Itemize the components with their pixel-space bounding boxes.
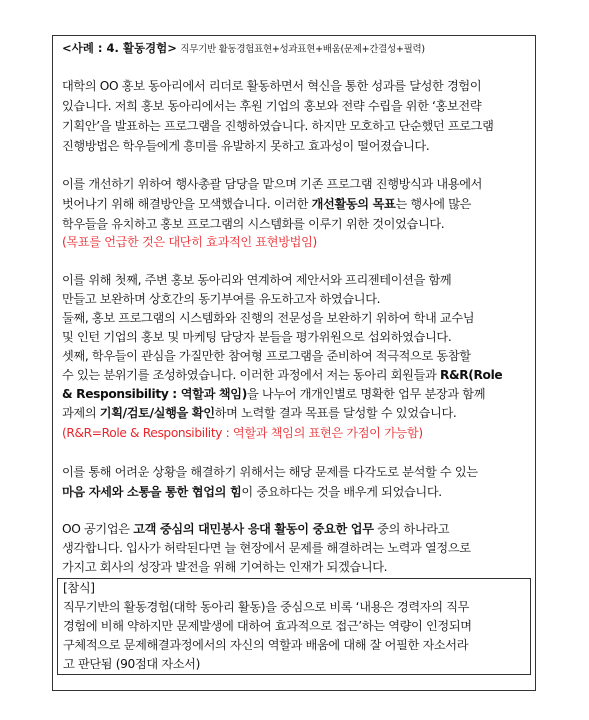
para3-text: 을 나누어 개개인별로 명확한 업무 분장과 함께 — [246, 387, 486, 401]
para4-line — [62, 484, 442, 500]
reference-label: [참식] — [63, 581, 95, 595]
case-title: <사례 : 4. 활동경험> — [62, 41, 177, 55]
para3-text: 하며 노력할 결과 목표를 달성할 수 있었습니다. — [214, 406, 457, 420]
para4-emphasis: 마음 자세와 소통을 통한 협업의 힘 — [62, 485, 242, 499]
para2-text: 는 행사에 많은 — [395, 197, 472, 211]
para2-line: 학우들을 유치하고 홍보 프로그램의 시스템화를 이루기 위한 것이었습니다. — [62, 217, 445, 231]
para1-line: 진행방법은 학우들에게 흥미를 유발하지 못하고 효과성이 떨어졌습니다. — [62, 139, 430, 153]
reference-line: 고 판단됨 (90점대 자소서) — [63, 657, 200, 671]
case-subtitle: 직무기반 활동경험표현+성과표현+배움(문제+간결성+필력) — [180, 44, 425, 55]
para4-line: 이를 통해 어려운 상황을 해결하기 위해서는 해당 문제를 다각도로 분석할 수 있는 — [62, 465, 478, 479]
para3-line: 및 인턴 기업의 홍보 및 마케팅 담당자 분들을 평가위원으로 섭외하였습니다. — [62, 330, 452, 344]
para2-emphasis: 개선활동의 목표 — [311, 197, 396, 211]
para1-line: 있습니다. 저희 홍보 동아리에서는 후원 기업의 홍보와 전략 수립을 위한 ‘홍보전략 — [62, 99, 482, 113]
para3-emphasis: & Responsibility : 역할과 책임) — [62, 387, 247, 401]
para3-emphasis: 기획/검토/실행을 확인 — [99, 406, 215, 420]
reference-line: 구체적으로 문제해결과정에서의 자신의 역할과 배움에 대해 잘 어필한 자소서라 — [63, 638, 469, 652]
para1-line: 기획안’을 발표하는 프로그램을 진행하였습니다. 하지만 모호하고 단순했던 프로그램 — [62, 119, 494, 133]
para2-line: 이를 개선하기 위하여 행사총괄 담당을 맡으며 기존 프로그램 진행방식과 내용에서 — [62, 177, 483, 191]
para3-comment: (R&R=Role & Responsibility : 역할과 책임의 표현은 가점이 가능함) — [62, 426, 423, 440]
para4-text: 이 중요하다는 것을 배우게 되었습니다. — [241, 485, 442, 499]
reference-box — [57, 578, 531, 675]
para2-comment: (목표를 언급한 것은 대단히 효과적인 표현방법임) — [62, 235, 317, 249]
para3-line — [62, 386, 485, 402]
para3-line: 둘째, 홍보 프로그램의 시스템화와 진행의 전문성을 보완하기 위하여 학내 교수님 — [62, 311, 475, 325]
para5-line: 생각합니다. 입사가 허락된다면 늘 현장에서 문제를 해결하려는 노력과 열정으로 — [62, 541, 471, 555]
para5-emphasis: 고객 중심의 대민봉사 응대 활동이 중요한 업무 — [133, 522, 374, 536]
para5-line — [62, 521, 449, 537]
reference-line: 경험에 비해 약하지만 문제발생에 대하여 효과적으로 접근’하는 역량이 인정되며 — [63, 619, 472, 633]
para2-text: 벗어나기 위해 해결방안을 모색했습니다. 이러한 — [62, 197, 312, 211]
para3-line: 만들고 보완하며 상호간의 동기부여를 유도하고자 하였습니다. — [62, 292, 381, 306]
para3-line — [62, 405, 456, 421]
para5-line: 가지고 회사의 성장과 발전을 위해 기여하는 인재가 되겠습니다. — [62, 560, 388, 574]
para3-line: 이를 위해 첫째, 주변 홍보 동아리와 연계하여 제안서와 프리젠테이션을 함께 — [62, 273, 452, 287]
para2-line — [62, 196, 471, 212]
para3-text: 수 있는 분위기를 조성하였습니다. 이러한 과정에서 저는 동아리 회원들과 — [62, 368, 440, 382]
case-header — [62, 40, 425, 56]
para5-text: 중의 하나라고 — [373, 522, 450, 536]
para3-text: 과제의 — [62, 406, 100, 420]
para3-emphasis: R&R(Role — [439, 368, 503, 382]
para3-line: 셋째, 학우들이 관심을 가질만한 참여형 프로그램을 준비하여 적극적으로 동참할 — [62, 349, 471, 363]
reference-line: 직무기반의 활동경험(대학 동아리 활동)을 중심으로 비록 ‘내용은 경력자의 직무 — [63, 600, 470, 614]
para1-line: 대학의 OO 홍보 동아리에서 리더로 활동하면서 혁신을 통한 성과를 달성한 경험이 — [62, 79, 482, 93]
para3-line — [62, 367, 502, 383]
para5-text: OO 공기업은 — [62, 522, 134, 536]
